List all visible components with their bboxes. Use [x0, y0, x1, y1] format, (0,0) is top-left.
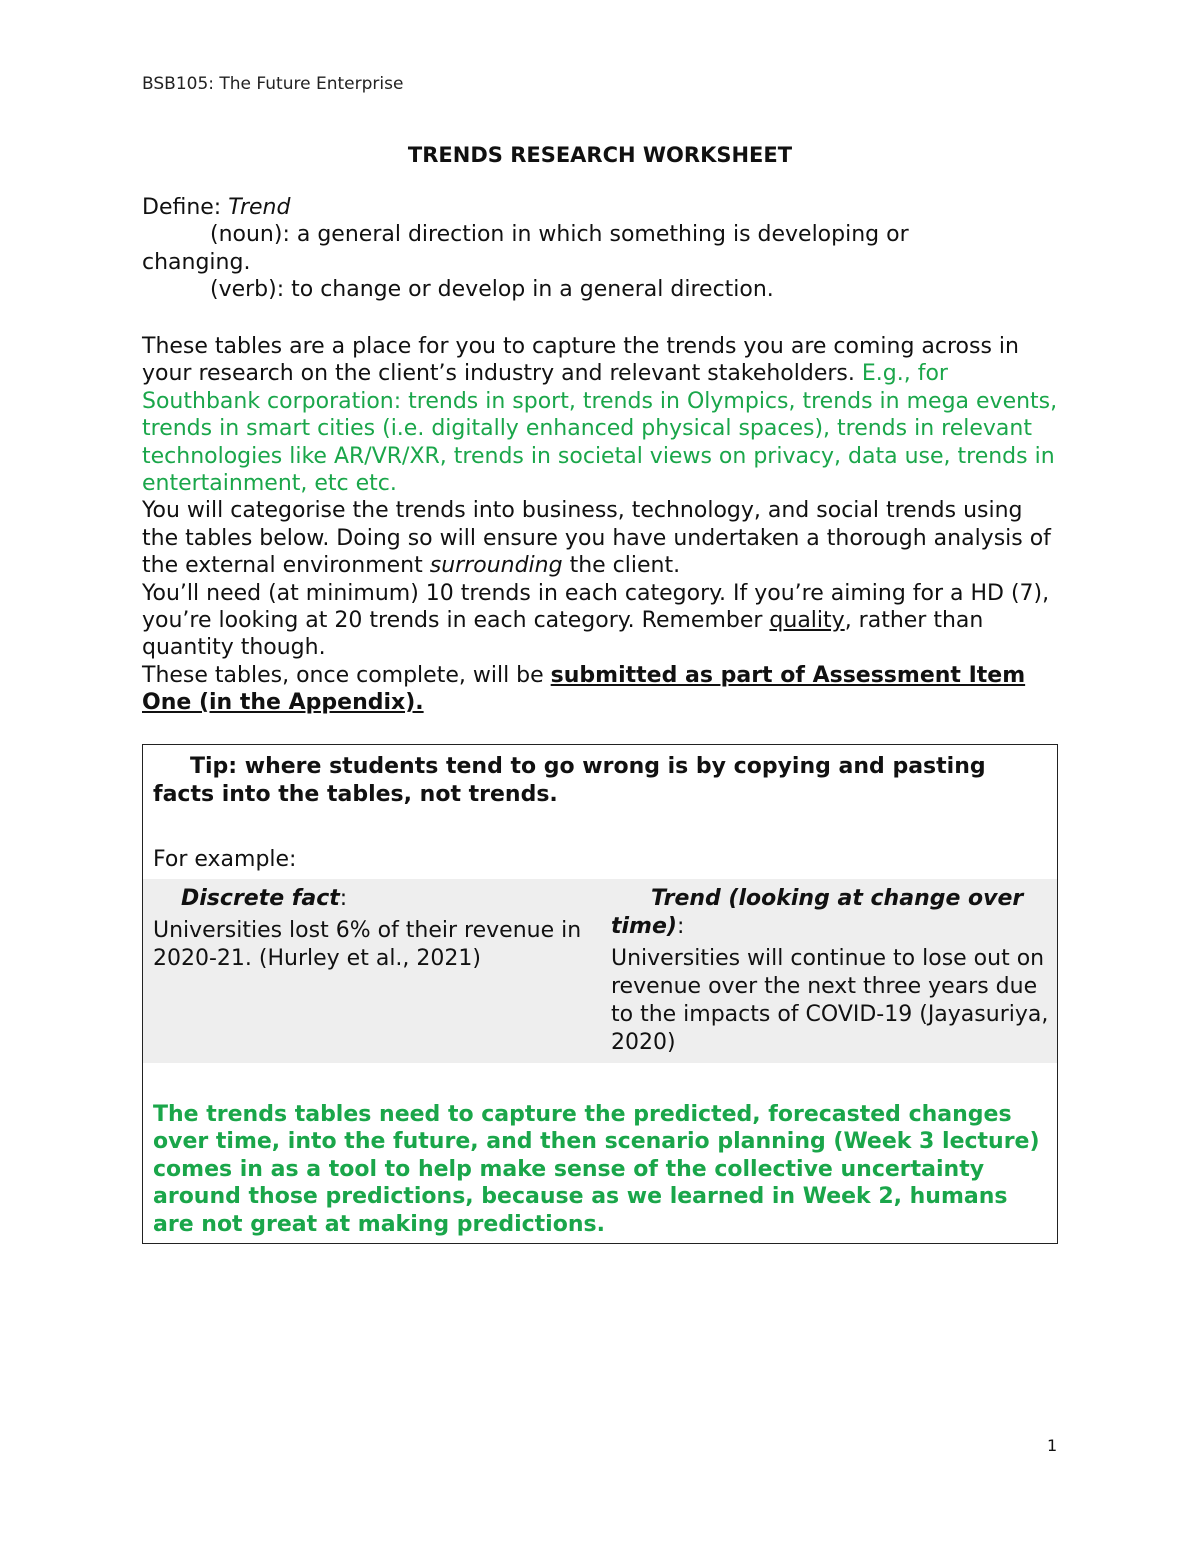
define-label: Define:	[142, 195, 222, 220]
trend-column	[611, 885, 1051, 1057]
surrounding-emphasis: surrounding	[429, 553, 563, 579]
definition-block	[142, 194, 1062, 304]
running-header: BSB105: The Future Enterprise	[142, 74, 404, 94]
quality-underlined: quality	[769, 608, 845, 634]
intro-example: E.g., for Southbank corporation: trends in sport, trends in Olympics, trends in mega events, trends in smart cities (i.e. digitally enhanced physical spaces), trends in relevant technologies like AR/VR/XR, trends in societal views on privacy, data use, trends in entertainment, etc etc.	[142, 361, 1058, 497]
document-title: TRENDS RESEARCH WORKSHEET	[407, 143, 793, 167]
fact-heading: Discrete fact	[181, 886, 340, 911]
fact-text: Universities lost 6% of their revenue in 2020-21. (Hurley et al., 2021)	[153, 918, 582, 971]
minimum-trends-text-end: , rather than quantity though.	[142, 608, 984, 661]
noun-definition-continued: changing.	[142, 249, 251, 275]
example-label: For example:	[153, 847, 297, 872]
defined-term: Trend	[228, 195, 291, 220]
fact-vs-trend-comparison	[143, 879, 1057, 1063]
tip-conclusion: The trends tables need to capture the predicted, forecasted changes over time, into the future, and then scenario planning (Week 3 lecture) comes in as a tool to help make sense of the collective uncertainty around those predictions, because as we learned in Week 2, humans are not great at making predictions.	[153, 1102, 1040, 1237]
submission-text: These tables, once complete, will be	[142, 662, 544, 688]
trend-heading: Trend (looking at change over time)	[611, 886, 1024, 939]
trend-text: Universities will continue to lose out on revenue over the next three years due to the impacts of COVID-19 (Jayasuriya, 2020)	[611, 946, 1049, 1055]
fact-column	[153, 885, 593, 973]
categorise-text-end: the client.	[569, 553, 681, 579]
categorise-text: You will categorise the trends into business, technology, and social trends using the tables below. Doing so will ensure you have undertaken a thorough analysis of the external environment	[142, 498, 1051, 579]
tip-heading: Tip: where students tend to go wrong is by copying and pasting facts into the tables, not trends.	[153, 754, 986, 807]
intro-paragraphs	[142, 333, 1062, 717]
tip-box	[142, 744, 1058, 1244]
intro-lead: These tables are a place for you to capture the trends you are coming across in your research on the client’s industry and relevant stakeholders.	[142, 334, 1019, 387]
fact-heading-colon: :	[339, 886, 348, 911]
trend-heading-colon: :	[676, 914, 685, 939]
submission-emphasis: submitted as part of Assessment Item One (in the Appendix).	[142, 662, 1026, 716]
minimum-trends-text: You’ll need (at minimum) 10 trends in each category. If you’re aiming for a HD (7), you’re looking at 20 trends in each category. Remember	[142, 580, 1050, 634]
noun-definition: (noun): a general direction in which something is developing or	[210, 222, 909, 248]
page-number: 1	[1047, 1436, 1058, 1455]
verb-definition: (verb): to change or develop in a general direction.	[210, 277, 774, 303]
tip-header	[153, 753, 1048, 809]
